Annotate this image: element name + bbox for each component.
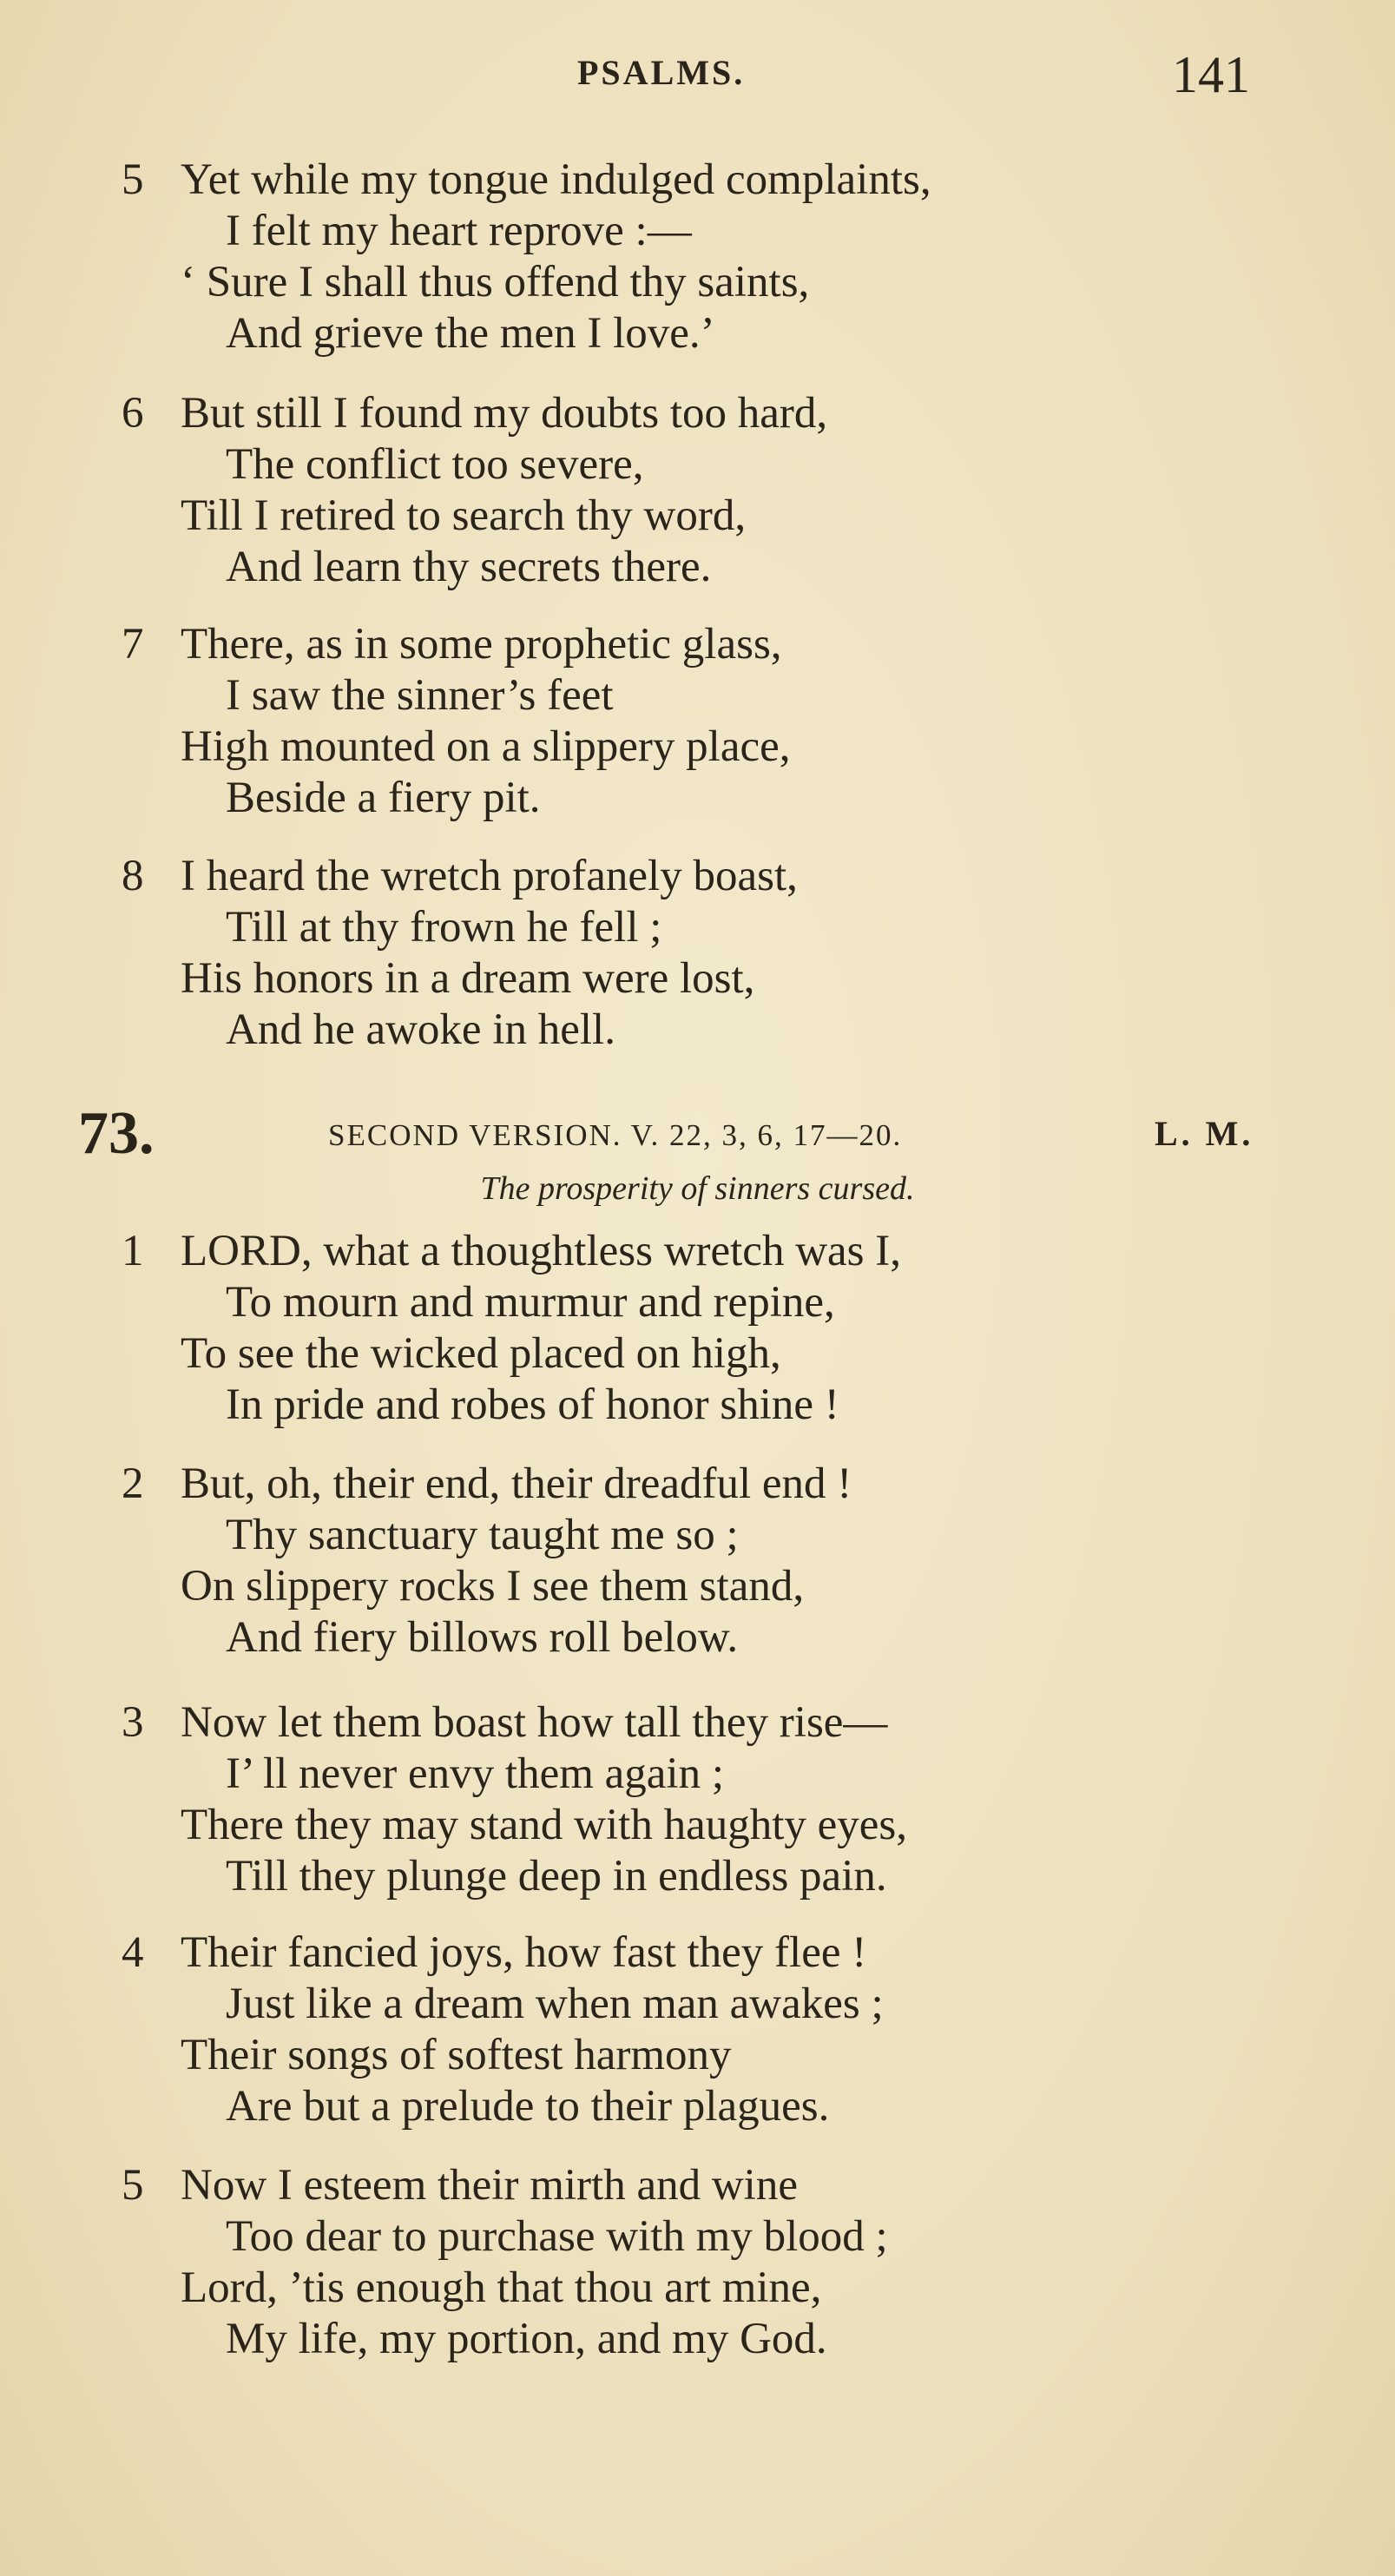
verse-line: To see the wicked placed on high, (181, 1329, 781, 1378)
verse-line: Till at thy frown he fell ; (226, 903, 662, 952)
hymn-subtitle: The prosperity of sinners cursed. (480, 1170, 915, 1207)
verse-line: Just like a dream when man awakes ; (226, 1980, 884, 2028)
hymn-meter: L. M. (1155, 1114, 1254, 1153)
verse-line: I felt my heart reprove :— (226, 207, 692, 255)
verse-line: 4 Their fancied joys, how fast they flee ! (122, 1928, 867, 1977)
hymn-number: 73. (78, 1100, 155, 1167)
verse-line: And learn thy secrets there. (226, 543, 712, 591)
stanza-number: 5 (122, 155, 144, 204)
verse-line: 7 There, as in some prophetic glass, (122, 620, 782, 669)
verse-line: 3 Now let them boast how tall they rise— (122, 1698, 888, 1747)
stanza-number: 7 (122, 620, 144, 669)
verse-line: 6 But still I found my doubts too hard, (122, 389, 828, 438)
verse-line: My life, my portion, and my God. (226, 2315, 827, 2363)
stanza (122, 851, 1285, 1056)
verse-line: And fiery billows roll below. (226, 1613, 739, 1662)
verse-line: On slippery rocks I see them stand, (181, 1562, 805, 1611)
stanza-number: 8 (122, 852, 144, 900)
hymn-version: SECOND VERSION. V. 22, 3, 6, 17—20. (328, 1118, 903, 1152)
verse-line: His honors in a dream were lost, (181, 954, 755, 1003)
stanza (122, 619, 1285, 824)
verse-line: There they may stand with haughty eyes, (181, 1801, 908, 1849)
verse-line: And grieve the men I love.’ (226, 309, 715, 358)
verse-line: Till they plunge deep in endless pain. (226, 1852, 887, 1901)
verse-line: I saw the sinner’s feet (226, 671, 614, 720)
verse-line: Are but a prelude to their plagues. (226, 2082, 830, 2131)
verse-line: 5 Now I esteem their mirth and wine (122, 2161, 798, 2210)
verse-line: ‘ Sure I shall thus offend thy saints, (181, 258, 810, 306)
verse-line: Beside a fiery pit. (226, 774, 541, 822)
stanza-number: 3 (122, 1698, 144, 1747)
verse-line: 2 But, oh, their end, their dreadful end ! (122, 1459, 852, 1508)
hymn-heading (78, 1100, 1319, 1167)
stanza (122, 388, 1285, 593)
stanza (122, 2160, 1285, 2365)
verse-line: The conflict too severe, (226, 440, 644, 489)
verse-line: 1 LORD, what a thoughtless wretch was I, (122, 1227, 901, 1275)
verse-line: Till I retired to search thy word, (181, 491, 747, 540)
running-title: PSALMS. (577, 53, 746, 92)
verse-line: To mourn and murmur and repine, (226, 1278, 835, 1327)
stanza-number: 5 (122, 2161, 144, 2210)
page-number: 141 (1172, 46, 1250, 103)
verse-line: I’ ll never envy them again ; (226, 1749, 724, 1798)
stanza (122, 1927, 1285, 2132)
stanza-number: 6 (122, 389, 144, 438)
stanza-number: 4 (122, 1928, 144, 1977)
verse-line: High mounted on a slippery place, (181, 722, 791, 771)
stanza (122, 155, 1285, 359)
verse-line: Lord, ’tis enough that thou art mine, (181, 2263, 822, 2312)
stanza-number: 1 (122, 1227, 144, 1275)
verse-line: 5 Yet while my tongue indulged complaints, (122, 155, 931, 204)
verse-line: And he awoke in hell. (226, 1005, 615, 1054)
stanza-number: 2 (122, 1459, 144, 1508)
verse-line: Thy sanctuary taught me so ; (226, 1511, 739, 1559)
verse-line: 8 I heard the wretch profanely boast, (122, 852, 798, 900)
stanza (122, 1697, 1285, 1902)
stanza (122, 1459, 1285, 1664)
verse-line: In pride and robes of honor shine ! (226, 1380, 839, 1429)
verse-line: Too dear to purchase with my blood ; (226, 2212, 888, 2261)
stanza (122, 1226, 1285, 1431)
verse-line: Their songs of softest harmony (181, 2031, 732, 2079)
